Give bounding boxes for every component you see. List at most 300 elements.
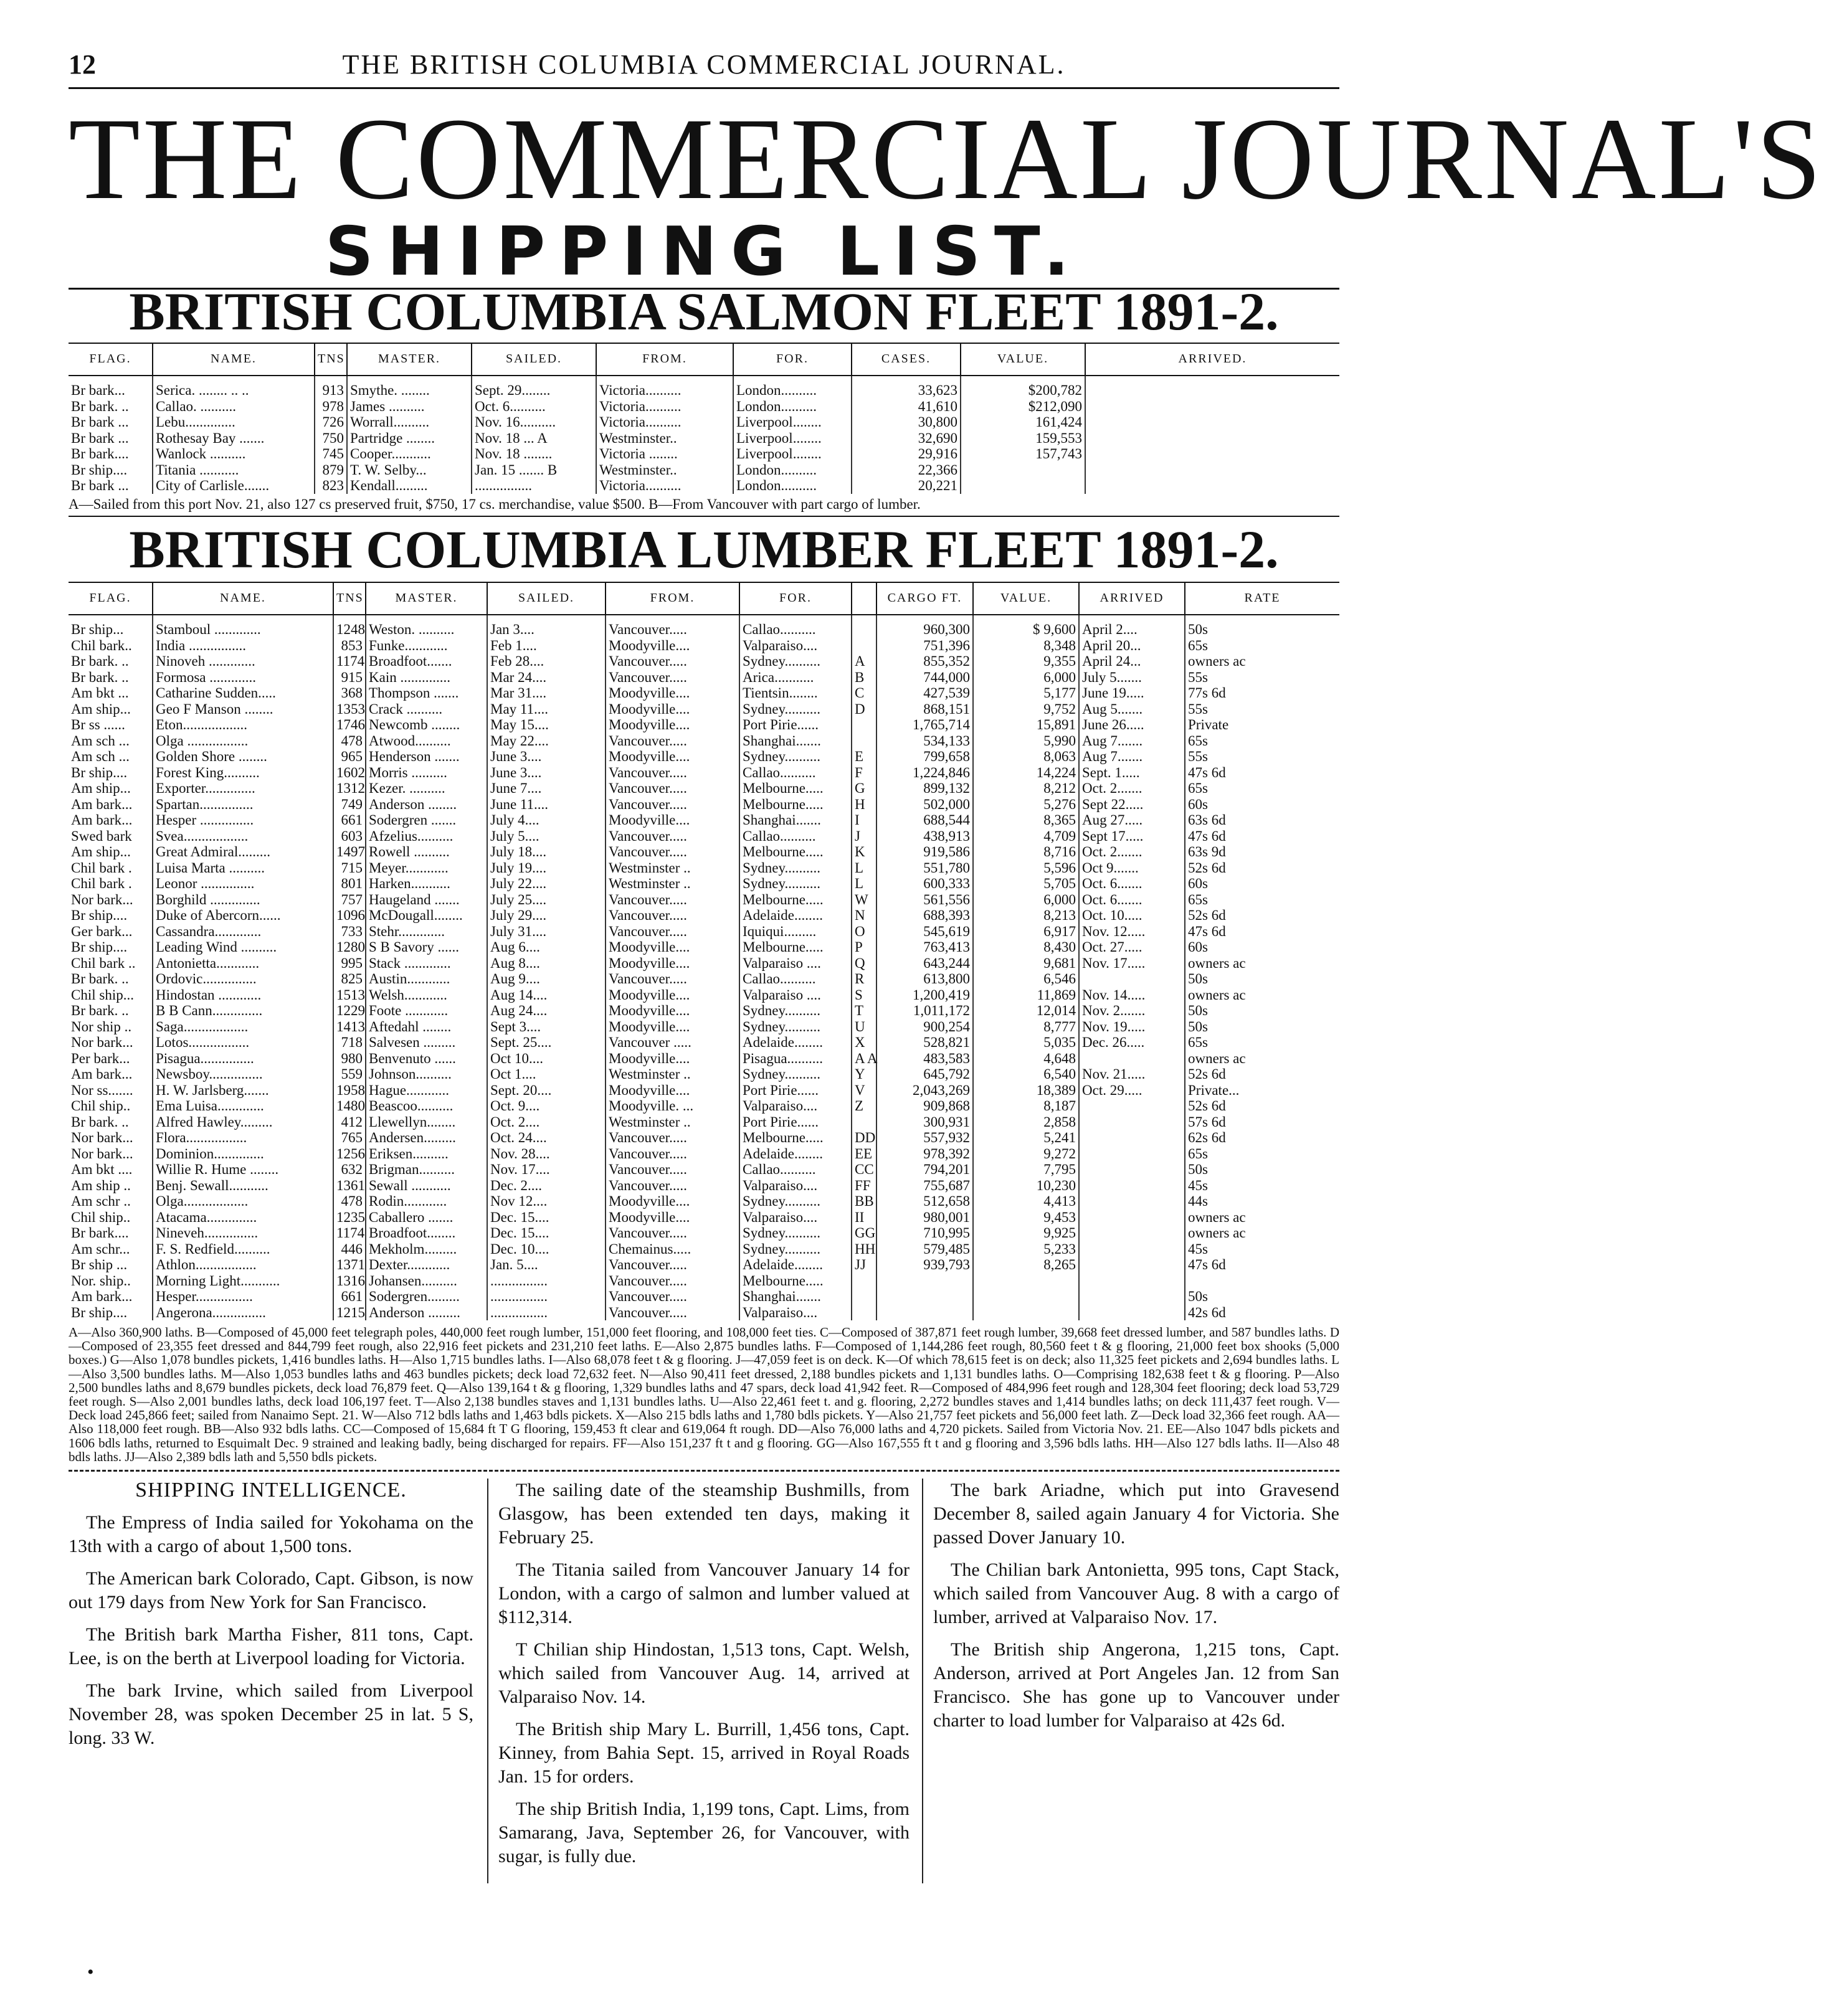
table-cell: 50s (1185, 1289, 1339, 1305)
table-cell: Ordovic............... (153, 971, 333, 987)
table-cell: 1353 (333, 701, 366, 717)
column-header: FROM. (596, 343, 733, 376)
news-paragraph: The British ship Angerona, 1,215 tons, Capt. Anderson, arrived at Port Angeles Jan. 12 from San Francisco. She has gone up to Vancouver under charter to load lumber for Valparaiso at 42s 6d. (933, 1639, 1339, 1731)
table-cell (1079, 1178, 1185, 1194)
table-cell: 603 (333, 828, 366, 845)
table-cell: 8,716 (973, 844, 1079, 860)
table-cell: Br ship.... (71, 1304, 128, 1320)
table-cell: Westminster.. (596, 430, 733, 447)
table-cell: Foote ............ (366, 1003, 487, 1019)
table-cell: Sept. 1..... (1079, 765, 1185, 781)
table-cell: July 22.... (487, 876, 606, 892)
table-cell: 726 (315, 414, 347, 430)
column-header: RATE (1185, 582, 1339, 615)
table-cell (973, 1289, 1079, 1305)
table-cell: $200,782 (961, 376, 1085, 399)
table-cell: Haugeland ....... (366, 892, 487, 908)
table-cell: Shanghai....... (739, 812, 852, 828)
table-cell: Sydney.......... (739, 749, 852, 765)
table-cell: 939,793 (876, 1257, 973, 1273)
table-cell: Johansen.......... (366, 1273, 487, 1289)
table-cell: Worrall.......... (347, 414, 472, 430)
table-cell (1079, 1273, 1185, 1289)
table-cell: Br bark. .. (71, 653, 129, 669)
table-cell: 978,392 (876, 1146, 973, 1162)
table-cell: $212,090 (961, 399, 1085, 415)
section-divider (69, 1470, 1339, 1472)
table-cell: Moodyville.... (606, 701, 739, 717)
table-cell (973, 1273, 1079, 1289)
table-cell: Eriksen.......... (366, 1146, 487, 1162)
table-cell: 825 (333, 971, 366, 987)
table-cell: 900,254 (876, 1019, 973, 1035)
table-cell: 1513 (333, 987, 366, 1003)
table-cell: 6,000 (973, 892, 1079, 908)
table-cell: Nor bark... (71, 1145, 133, 1162)
table-cell: 1,011,172 (876, 1003, 973, 1019)
table-cell: Nov 12.... (487, 1193, 606, 1209)
table-cell: Thompson ....... (366, 685, 487, 701)
table-cell: June 3.... (487, 765, 606, 781)
table-cell: 9,355 (973, 653, 1079, 670)
table-cell: Sydney.......... (739, 1019, 852, 1035)
table-cell: Br bark... (71, 382, 125, 398)
table-cell: 868,151 (876, 701, 973, 717)
salmon-fleet-table (69, 343, 1339, 494)
table-row (69, 828, 1339, 845)
table-row (69, 685, 1339, 701)
table-cell: Nov. 14..... (1079, 987, 1185, 1003)
table-cell: Chil ship.. (71, 1098, 131, 1114)
table-cell: Tientsin........ (739, 685, 852, 701)
table-cell: Melbourne..... (739, 844, 852, 860)
table-cell: Vancouver..... (606, 1225, 739, 1241)
table-cell: July 31.... (487, 924, 606, 940)
table-row (69, 1305, 1339, 1321)
table-cell: Johnson.......... (366, 1066, 487, 1082)
table-cell: 10,230 (973, 1178, 1079, 1194)
table-cell: 42s 6d (1185, 1305, 1339, 1321)
table-cell: 52s 6d (1185, 860, 1339, 876)
table-cell: Aug 6.... (487, 939, 606, 955)
table-cell: Cooper........... (347, 446, 472, 462)
table-cell: London.......... (733, 462, 852, 478)
column-header: VALUE. (961, 343, 1085, 376)
table-cell (1079, 1209, 1185, 1226)
table-cell: 9,272 (973, 1146, 1079, 1162)
table-cell: 22,366 (852, 462, 961, 478)
table-cell: Valparaiso.... (739, 1178, 852, 1194)
table-cell: L (852, 860, 876, 876)
table-cell: Chil bark . (71, 859, 132, 876)
table-cell: ................ (487, 1273, 606, 1289)
table-cell: July 25.... (487, 892, 606, 908)
table-cell: Feb 1.... (487, 638, 606, 654)
table-row (69, 1289, 1339, 1305)
table-cell: 446 (333, 1241, 366, 1257)
table-cell: Rowell .......... (366, 844, 487, 860)
table-cell: Valparaiso .... (739, 955, 852, 972)
table-cell: Moodyville.... (606, 749, 739, 765)
table-cell: 8,063 (973, 749, 1079, 765)
table-cell: 1096 (333, 907, 366, 924)
table-cell: Dominion.............. (153, 1146, 333, 1162)
table-cell: 794,201 (876, 1162, 973, 1178)
table-row (69, 939, 1339, 955)
table-cell: Crack .......... (366, 701, 487, 717)
table-cell: 157,743 (961, 446, 1085, 462)
table-cell: 600,333 (876, 876, 973, 892)
table-cell: Jan. 5.... (487, 1257, 606, 1273)
table-cell: Moodyville.... (606, 955, 739, 972)
table-cell: 47s 6d (1185, 924, 1339, 940)
table-cell: Chil ship.. (71, 1209, 131, 1225)
table-cell: 60s (1185, 797, 1339, 813)
table-cell: 52s 6d (1185, 1098, 1339, 1114)
table-cell: Private... (1185, 1082, 1339, 1099)
news-paragraph: The ship British India, 1,199 tons, Capt. Lims, from Samarang, Java, September 26, for Vancouver, with sugar, is fully due. (498, 1799, 910, 1867)
table-cell: Eton.................. (153, 717, 333, 733)
table-cell: Rodin............ (366, 1193, 487, 1209)
table-cell: JJ (852, 1257, 876, 1273)
table-cell: L (852, 876, 876, 892)
table-cell: 1174 (333, 1225, 366, 1241)
table-row (69, 907, 1339, 924)
table-cell: Caballero ....... (366, 1209, 487, 1226)
table-cell (852, 1114, 876, 1130)
table-cell (1085, 446, 1339, 462)
table-row (69, 462, 1339, 478)
table-cell (973, 1305, 1079, 1321)
table-row (69, 701, 1339, 717)
lumber-fleet-footnotes: A—Also 360,900 laths. B—Composed of 45,000 feet telegraph poles, 440,000 feet rough lumber, 151,000 feet flooring, and 108,000 feet ties. C—Composed of 387,871 feet rough lumber, 39,668 feet dressed lumber, and 587 bundles laths. D—Composed of 23,355 feet dressed and 844,799 feet rough, also 22,916 feet pickets and 231,210 feet laths. E—Also 2,875 bundles laths. F—Composed of 1,144,286 feet rough, 80,560 feet t & g flooring, 21,000 feet box shooks (5,000 boxes.) G—Also 1,078 bundles pickets, 1,416 bundles laths. H—Also 1,715 bundles laths. I—Also 68,078 feet t & g flooring. J—47,059 feet is on deck. K—Of which 78,615 feet is on deck; also 11,325 feet pickets and 2,694 bundles laths. L—Also 3,500 bundles laths. M—Also 1,053 bundles laths and 463 bundles pickets; deck load 72,632 feet. N—Also 90,411 feet dressed, 2,188 bundles pickets and 1,131 bundles laths. O—Comprising 182,638 feet t & g flooring. P—Also 2,500 bundles laths and 8,679 bundles pickets, deck load 76,879 feet. Q—Also 139,164 t & g flooring, 1,329 bundles laths and 47 spars, deck load 41,942 feet. R—Composed of 484,996 feet rough and 128,304 feet flooring; deck load 53,729 feet rough. S—Also 2,001 bundles laths, deck load 106,197 feet. T—Also 2,138 bundles staves and 1,131 bundles laths. U—Also 22,461 feet t. and g. flooring, 2,272 bundles staves and 1,414 bundles laths; on deck 111,437 feet rough. V—Deck load 245,866 feet; sailed from Nanaimo Sept. 21. W—Also 712 bdls laths and 1,463 bdls pickets. X—Also 215 bdls laths and 1,780 bdls pickets. Y—Also 21,757 feet pickets and 56,000 feet lath. Z—Deck load 32,366 feet rough. AA—Also 118,000 feet rough. BB—Also 932 bdls laths. CC—Composed of 15,684 ft T G flooring, 159,453 ft clear and 619,064 ft rough. DD—Also 76,000 laths and 4,720 pickets. Sailed from Victoria Nov. 21. EE—Also 1047 bdls pickets and 1606 bdls laths, returned to Esquimalt Dec. 9 strained and leaking badly, being discharged for repairs. FF—Also 151,237 ft t and g flooring. GG—Also 167,555 ft t and g flooring and 3,596 bdls laths. HH—Also 127 bdls laths. II—Also 48 bdls laths. JJ—Also 2,389 bdls lath and 5,550 bdls pickets. (69, 1325, 1339, 1464)
table-cell: Moodyville.... (606, 1051, 739, 1067)
table-cell: Austin............ (366, 971, 487, 987)
table-cell: U (852, 1019, 876, 1035)
table-cell: Salvesen ......... (366, 1034, 487, 1051)
table-cell: 978 (315, 399, 347, 415)
table-cell: Melbourne..... (739, 1273, 852, 1289)
table-row (69, 1162, 1339, 1178)
table-cell: Nov. 28.... (487, 1146, 606, 1162)
table-cell: Sydney.......... (739, 653, 852, 670)
table-cell: Nor. ship.. (71, 1272, 131, 1289)
table-cell: Llewellyn........ (366, 1114, 487, 1130)
table-cell: 915 (333, 670, 366, 686)
column-rule-1 (487, 1479, 488, 1883)
table-cell: Am schr .. (71, 1193, 131, 1209)
table-cell: London.......... (733, 376, 852, 399)
table-cell: Atwood.......... (366, 733, 487, 749)
column-header: SAILED. (472, 343, 596, 376)
table-cell: EE (852, 1146, 876, 1162)
table-cell: Callao.......... (739, 615, 852, 638)
table-cell: Forest King.......... (153, 765, 333, 781)
table-cell: 159,553 (961, 430, 1085, 447)
table-row (69, 1146, 1339, 1162)
table-cell: Br bark.... (71, 446, 129, 461)
table-cell: 483,583 (876, 1051, 973, 1067)
table-cell: Br bark ... (71, 414, 129, 430)
news-paragraph: The Titania sailed from Vancouver January 14 for London, with a cargo of salmon and lumber valued at $112,314. (498, 1559, 910, 1627)
table-cell: 1,200,419 (876, 987, 973, 1003)
table-cell: Moodyville.... (606, 685, 739, 701)
table-cell: Nov. 18 ... A (472, 430, 596, 447)
table-cell: Victoria ........ (596, 446, 733, 462)
table-row (69, 987, 1339, 1003)
table-cell: Oct. 6.......... (472, 399, 596, 415)
table-cell: 65s (1185, 733, 1339, 749)
table-cell: Hague............ (366, 1082, 487, 1099)
table-cell (852, 717, 876, 733)
ornament-dot: • (87, 1962, 94, 1982)
table-cell: Adelaide........ (739, 907, 852, 924)
table-cell: 661 (333, 812, 366, 828)
table-row (69, 478, 1339, 494)
table-cell: 32,690 (852, 430, 961, 447)
table-cell: Nov. 17..... (1079, 955, 1185, 972)
intelligence-column-2 (498, 1479, 910, 1890)
table-cell: Br bark ... (71, 430, 129, 446)
news-paragraph: The sailing date of the steamship Bushmills, from Glasgow, has been extended ten days, making it February 25. (498, 1480, 910, 1548)
table-cell: Moodyville.... (606, 812, 739, 828)
table-cell: Iquiqui......... (739, 924, 852, 940)
news-paragraph: The bark Ariadne, which put into Gravesend December 8, sailed again January 4 for Victoria. She passed Dover January 10. (933, 1480, 1339, 1548)
table-cell: 63s 9d (1185, 844, 1339, 860)
table-cell: 5,233 (973, 1241, 1079, 1257)
table-cell: Westminster.. (596, 462, 733, 478)
table-cell: Liverpool........ (733, 430, 852, 447)
table-cell: Sewall ........... (366, 1178, 487, 1194)
table-cell: 5,705 (973, 876, 1079, 892)
table-cell (1079, 971, 1185, 987)
table-cell: B (852, 670, 876, 686)
table-cell: Willie R. Hume ........ (153, 1162, 333, 1178)
table-cell: 801 (333, 876, 366, 892)
table-cell: 62s 6d (1185, 1130, 1339, 1146)
table-cell: Br ship... (71, 622, 124, 637)
table-cell: Vancouver..... (606, 670, 739, 686)
table-row (69, 924, 1339, 940)
table-cell: 1958 (333, 1082, 366, 1099)
table-cell: Anderson ........ (366, 797, 487, 813)
news-paragraph: The British bark Martha Fisher, 811 tons, Capt. Lee, is on the berth at Liverpool loading for Victoria. (69, 1624, 473, 1668)
table-cell (852, 638, 876, 654)
table-cell: 823 (315, 478, 347, 494)
table-cell: Am bark... (71, 1289, 133, 1304)
table-cell: K (852, 844, 876, 860)
table-cell: 1280 (333, 939, 366, 955)
running-title: THE BRITISH COLUMBIA COMMERCIAL JOURNAL. (342, 49, 1066, 80)
table-cell: Oct. 29..... (1079, 1082, 1185, 1099)
table-row (69, 1130, 1339, 1146)
table-cell: 733 (333, 924, 366, 940)
table-cell: Vancouver..... (606, 1257, 739, 1273)
table-cell: 855,352 (876, 653, 973, 670)
table-cell: Cassandra............. (153, 924, 333, 940)
table-row (69, 955, 1339, 972)
table-row (69, 844, 1339, 860)
table-cell: 1215 (333, 1305, 366, 1321)
table-cell: Br bark. .. (71, 1114, 129, 1130)
table-cell: 45s (1185, 1178, 1339, 1194)
table-cell: A (852, 653, 876, 670)
table-cell: owners ac (1185, 653, 1339, 670)
table-cell: Vancouver..... (606, 1130, 739, 1146)
table-cell: Oct 9....... (1079, 860, 1185, 876)
table-cell: 1316 (333, 1273, 366, 1289)
table-row (69, 971, 1339, 987)
table-cell: Chil bark .. (71, 955, 136, 971)
table-cell: Lebu.............. (153, 414, 315, 430)
table-cell: June 11.... (487, 797, 606, 813)
table-cell: Liverpool........ (733, 446, 852, 462)
column-header: VALUE. (973, 582, 1079, 615)
table-cell: Andersen......... (366, 1130, 487, 1146)
table-cell: 1248 (333, 615, 366, 638)
table-cell: Am sch ... (71, 749, 130, 764)
table-cell: 749 (333, 797, 366, 813)
table-cell: McDougall........ (366, 907, 487, 924)
table-cell: Oct 10.... (487, 1051, 606, 1067)
table-cell: 750 (315, 430, 347, 447)
table-cell: Victoria.......... (596, 399, 733, 415)
table-cell: 9,752 (973, 701, 1079, 717)
table-cell: Vancouver..... (606, 653, 739, 670)
table-cell: ................ (472, 478, 596, 494)
table-cell: Sydney.......... (739, 1241, 852, 1257)
table-cell: 5,177 (973, 685, 1079, 701)
table-cell: $ 9,600 (973, 615, 1079, 638)
table-cell: Am bark... (71, 1066, 133, 1082)
table-cell: Sept 22..... (1079, 797, 1185, 813)
table-cell: 528,821 (876, 1034, 973, 1051)
table-cell: 65s (1185, 780, 1339, 797)
table-cell: Aug 24.... (487, 1003, 606, 1019)
table-cell: July 5....... (1079, 670, 1185, 686)
table-cell: Moodyville.... (606, 1003, 739, 1019)
table-row (69, 376, 1339, 399)
table-row (69, 1082, 1339, 1099)
table-cell: Vancouver..... (606, 924, 739, 940)
table-cell: Aug 14.... (487, 987, 606, 1003)
table-cell: Westminster .. (606, 860, 739, 876)
table-cell: June 19..... (1079, 685, 1185, 701)
table-cell: owners ac (1185, 955, 1339, 972)
table-cell: July 4.... (487, 812, 606, 828)
table-cell: Vancouver..... (606, 780, 739, 797)
table-cell: 1,765,714 (876, 717, 973, 733)
table-cell: Am sch ... (71, 732, 130, 749)
table-cell: Oct. 2....... (1079, 780, 1185, 797)
table-cell: 1256 (333, 1146, 366, 1162)
table-cell: Br ship.... (71, 939, 128, 955)
table-cell: 55s (1185, 749, 1339, 765)
table-cell: 427,539 (876, 685, 973, 701)
table-cell: London.......... (733, 478, 852, 494)
table-cell (1185, 1273, 1339, 1289)
table-cell: Private (1185, 717, 1339, 733)
table-cell: Br bark ... (71, 478, 129, 493)
table-cell: Hesper................ (153, 1289, 333, 1305)
table-cell: 4,709 (973, 828, 1079, 845)
table-cell: B B Cann.............. (153, 1003, 333, 1019)
table-cell: 5,035 (973, 1034, 1079, 1051)
table-cell: Angerona............... (153, 1305, 333, 1321)
table-cell: Antonietta............ (153, 955, 333, 972)
table-cell: Partridge ........ (347, 430, 472, 447)
table-cell: Saga.................. (153, 1019, 333, 1035)
column-header: ARRIVED (1079, 582, 1185, 615)
table-row (69, 670, 1339, 686)
table-cell: April 24... (1079, 653, 1185, 670)
table-cell: owners ac (1185, 1209, 1339, 1226)
table-cell: Oct. 10..... (1079, 907, 1185, 924)
table-cell (1085, 376, 1339, 399)
table-cell: Sodergren ....... (366, 812, 487, 828)
table-row (69, 892, 1339, 908)
table-row (69, 1193, 1339, 1209)
table-cell: F. S. Redfield.......... (153, 1241, 333, 1257)
table-cell: Am bkt .... (71, 1162, 133, 1177)
table-cell (1079, 1098, 1185, 1114)
table-cell: May 11.... (487, 701, 606, 717)
table-cell: Dec. 26..... (1079, 1034, 1185, 1051)
table-cell (1079, 1257, 1185, 1273)
table-cell: Benvenuto ...... (366, 1051, 487, 1067)
table-cell: 6,917 (973, 924, 1079, 940)
table-cell: Olga.................. (153, 1193, 333, 1209)
table-row (69, 414, 1339, 430)
table-cell: Morris .......... (366, 765, 487, 781)
column-header: CASES. (852, 343, 961, 376)
table-cell: Broadfoot....... (366, 653, 487, 670)
table-cell: Sydney.......... (739, 1003, 852, 1019)
news-paragraph: The Chilian bark Antonietta, 995 tons, Capt Stack, which sailed from Vancouver Aug. 8 with a cargo of lumber, arrived at Valparaiso Nov. 17. (933, 1559, 1339, 1627)
table-cell: Adelaide........ (739, 1257, 852, 1273)
table-row (69, 1209, 1339, 1226)
table-cell: Per bark... (71, 1050, 130, 1066)
table-cell (1079, 1051, 1185, 1067)
table-cell: D (852, 701, 876, 717)
table-cell (1085, 399, 1339, 415)
table-cell: II (852, 1209, 876, 1226)
table-cell: Vancouver..... (606, 907, 739, 924)
table-cell: 9,681 (973, 955, 1079, 972)
table-cell: Callao.......... (739, 1162, 852, 1178)
table-cell: 300,931 (876, 1114, 973, 1130)
table-cell: 751,396 (876, 638, 973, 654)
table-cell: Br ship.... (71, 764, 128, 780)
table-cell: Westminster .. (606, 1066, 739, 1082)
table-cell: Am bkt ... (71, 685, 129, 701)
table-cell: Br bark. .. (71, 398, 129, 414)
column-header: NAME. (153, 343, 315, 376)
table-cell (1085, 462, 1339, 478)
table-cell: C (852, 685, 876, 701)
table-cell: Br bark. .. (71, 669, 129, 685)
table-cell: 710,995 (876, 1225, 973, 1241)
table-cell: 8,348 (973, 638, 1079, 654)
table-cell: 47s 6d (1185, 828, 1339, 845)
table-cell: 534,133 (876, 733, 973, 749)
table-cell: July 5.... (487, 828, 606, 845)
table-cell: Leading Wind .......... (153, 939, 333, 955)
table-cell: 4,413 (973, 1193, 1079, 1209)
table-cell: Vancouver..... (606, 1289, 739, 1305)
table-cell: Spartan............... (153, 797, 333, 813)
table-cell: ................ (487, 1289, 606, 1305)
